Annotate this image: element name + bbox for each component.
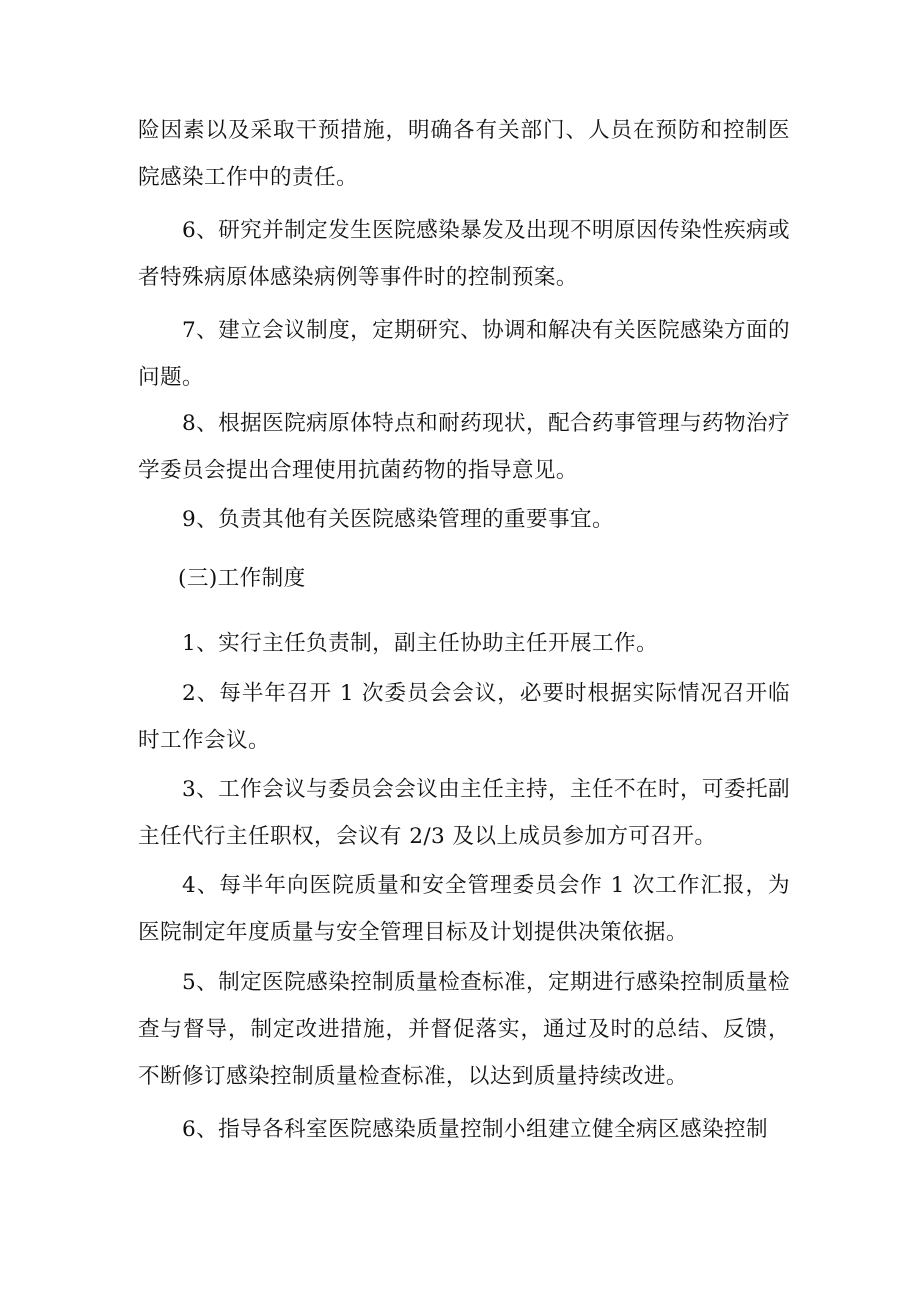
section-heading: (三)工作制度 xyxy=(178,566,306,591)
section-item-3: 3、工作会议与委员会会议由主任主持，主任不在时，可委托副主任代行主任职权，会议有 2/3 及以上成员参加方可召开。 xyxy=(138,777,790,849)
paragraph-item-6: 6、研究并制定发生医院感染暴发及出现不明原因传染性疾病或者特殊病原体感染病例等事件时的控制预案。 xyxy=(138,218,790,290)
paragraph-continuation: 险因素以及采取干预措施，明确各有关部门、人员在预防和控制医院感染工作中的责任。 xyxy=(138,118,790,190)
section-item-5: 5、制定医院感染控制质量检查标准，定期进行感染控制质量检查与督导，制定改进措施，并督促落实，通过及时的总结、反馈，不断修订感染控制质量检查标准，以达到质量持续改进。 xyxy=(138,970,790,1089)
section-item-6: 6、指导各科室医院感染质量控制小组建立健全病区感染控制 xyxy=(182,1117,768,1142)
section-item-1: 1、实行主任负责制，副主任协助主任开展工作。 xyxy=(182,631,659,656)
paragraph-item-9: 9、负责其他有关医院感染管理的重要事宜。 xyxy=(182,507,615,532)
paragraph-item-7: 7、建立会议制度，定期研究、协调和解决有关医院感染方面的问题。 xyxy=(138,318,790,390)
section-item-2: 2、每半年召开 1 次委员会会议，必要时根据实际情况召开临时工作会议。 xyxy=(138,681,790,753)
paragraph-item-8: 8、根据医院病原体特点和耐药现状，配合药事管理与药物治疗学委员会提出合理使用抗菌药物的指导意见。 xyxy=(138,411,790,483)
section-item-4: 4、每半年向医院质量和安全管理委员会作 1 次工作汇报，为医院制定年度质量与安全管理目标及计划提供决策依据。 xyxy=(138,873,790,945)
